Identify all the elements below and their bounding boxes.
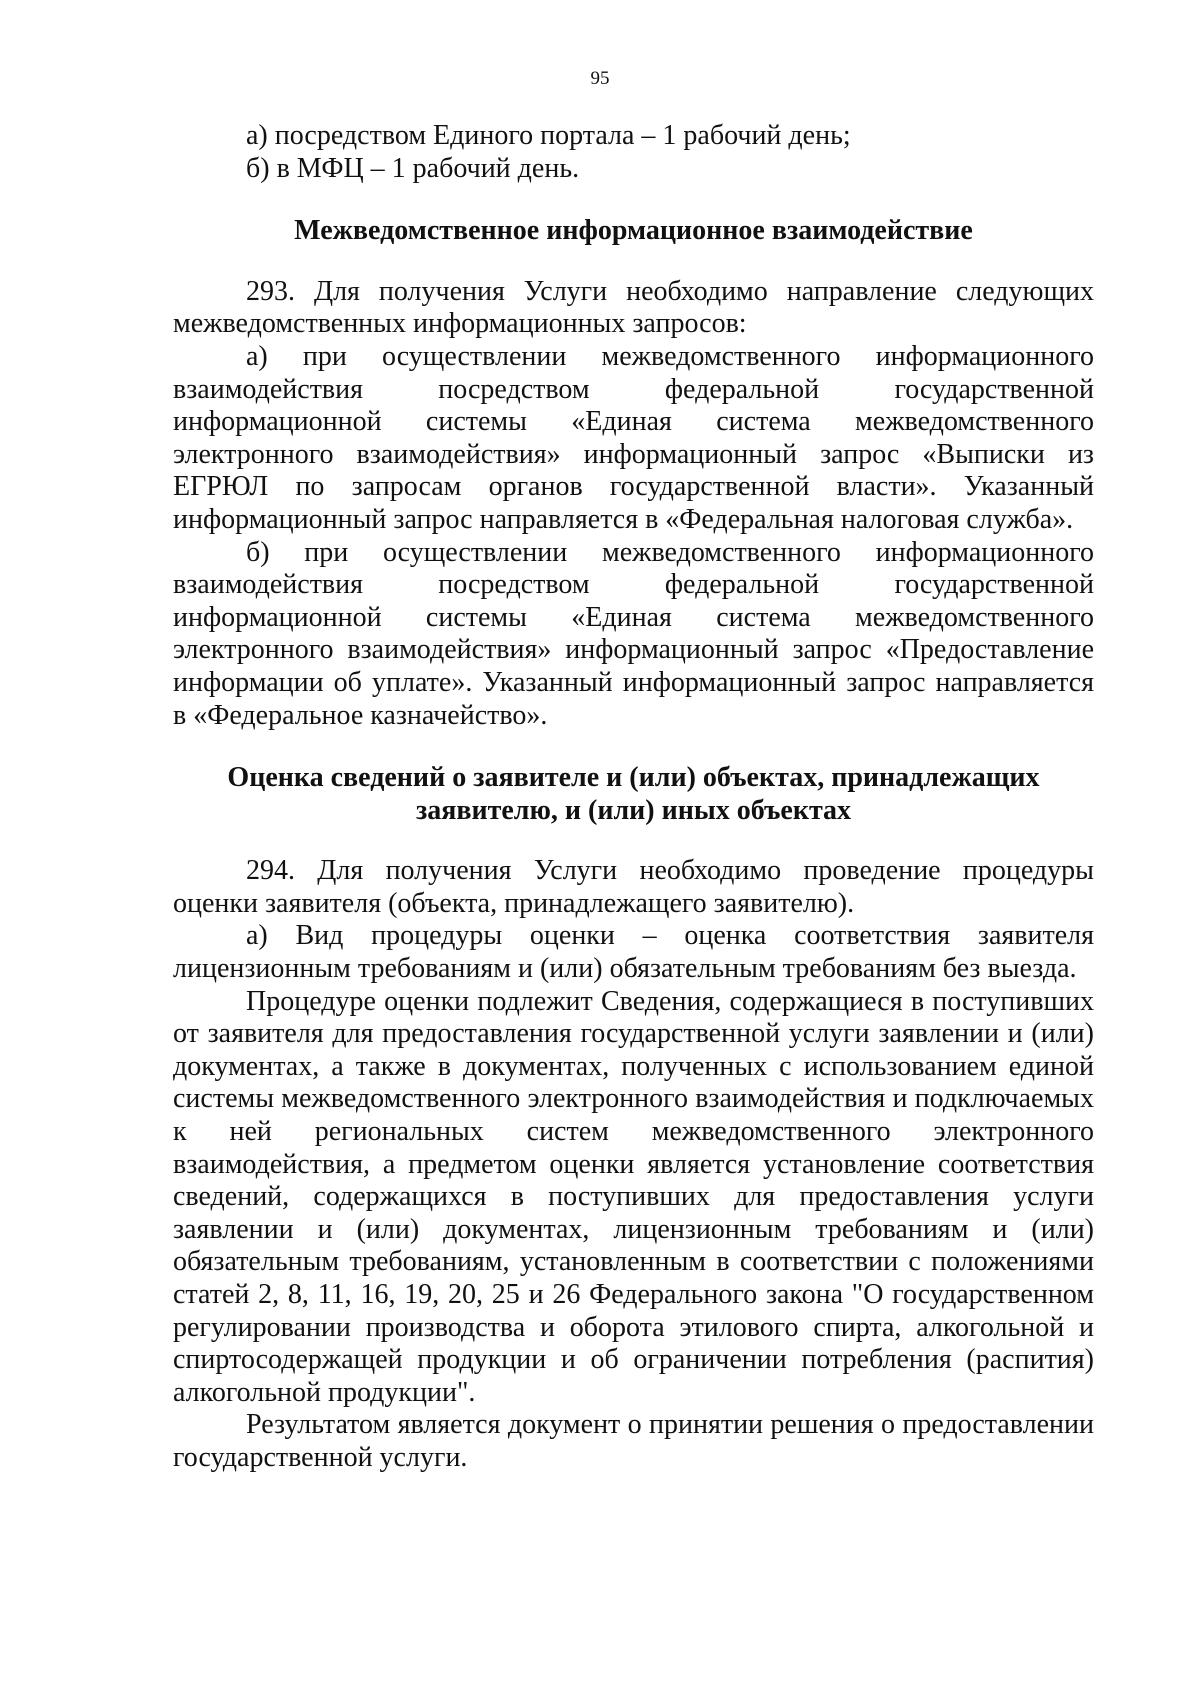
page-number: 95	[590, 68, 610, 89]
paragraph-294-procedure: Процедуре оценки подлежит Сведения, содержащиеся в поступивших от заявителя для предоставления государственной услуги заявлении и (или) документах, а также в документах, полученных с использованием единой системы межведомственного электронного взаимодействия и подключаемых к ней региональных систем межведомственного электронного взаимодействия, а предметом оценки является установление соответствия сведений, содержащихся в поступивших для предоставления услуги заявлении и (или) документах, лицензионным требованиям и (или) обязательным требованиям, установленным в соответствии с положениями статей 2, 8, 11, 16, 19, 20, 25 и 26 Федерального закона "О государственном регулировании производства и оборота этилового спирта, алкогольной и спиртосодержащей продукции и об ограничении потребления (распития) алкогольной продукции".	[173, 985, 1094, 1408]
paragraph-293-item-b: б) при осуществлении межведомственного информационного взаимодействия посредством федеральной государственной информационной системы «Единая система межведомственного электронного взаимодействия» информационный запрос «Предоставление информации об уплате». Указанный информационный запрос направляется в «Федеральное казначейство».	[173, 536, 1094, 731]
paragraph-294-item-a: а) Вид процедуры оценки – оценка соответствия заявителя лицензионным требованиям и (или) обязательным требованиям без выезда.	[173, 920, 1094, 985]
section-heading-assessment-line2: заявителю, и (или) иных объектах	[415, 794, 852, 826]
paragraph-294-result: Результатом является документ о принятии решения о предоставлении государственной услуги.	[173, 1409, 1094, 1473]
paragraph-293-item-a: а) при осуществлении межведомственного информационного взаимодействия посредством федеральной государственной информационной системы «Единая система межведомственного электронного взаимодействия» информационный запрос «Выписки из ЕГРЮЛ по запросам органов государственной власти». Указанный информационный запрос направляется в «Федеральная налоговая служба».	[173, 340, 1094, 535]
section-heading-interagency: Межведомственное информационное взаимодействие	[294, 215, 973, 247]
document-body	[173, 120, 1094, 1475]
section-heading-assessment	[173, 762, 1094, 827]
intro-item-b: б) в МФЦ – 1 рабочий день.	[246, 152, 580, 184]
intro-item-a: а) посредством Единого портала – 1 рабочий день;	[246, 120, 851, 151]
section-heading-assessment-line1: Оценка сведений о заявителе и (или) объектах, принадлежащих	[227, 762, 1040, 794]
paragraph-293: 293. Для получения Услуги необходимо направление следующих межведомственных информационных запросов:	[173, 275, 1094, 340]
paragraph-294: 294. Для получения Услуги необходимо проведение процедуры оценки заявителя (объекта, принадлежащего заявителю).	[173, 855, 1094, 919]
